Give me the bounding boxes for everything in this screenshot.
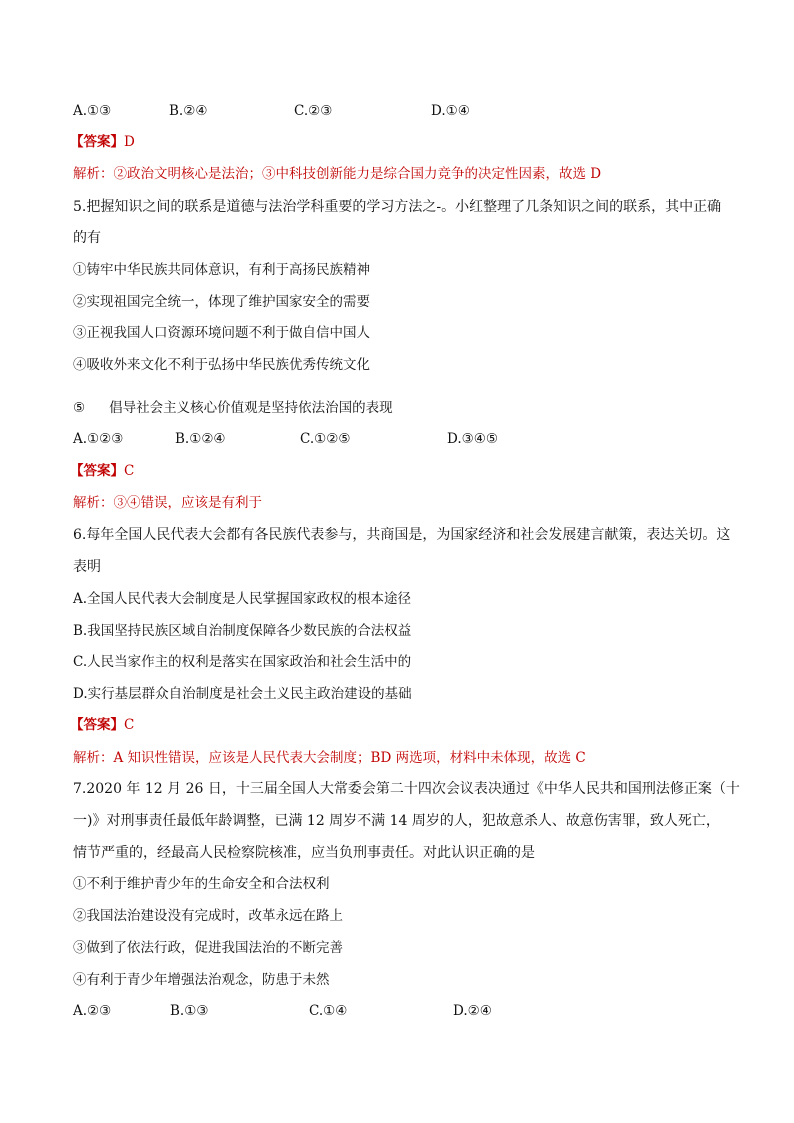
q5-option-a: A.①②③ xyxy=(73,431,124,447)
q7-stem-line1: 7.2020 年 12 月 26 日，十三届全国人大常委会第二十四次会议表决通过《中华人民共和国刑法修正案（十 xyxy=(73,781,740,797)
q5-item-3: ③正视我国人口资源环境问题不利于做自信中国人 xyxy=(73,325,370,341)
q4-option-c: C.②③ xyxy=(294,103,333,119)
q5-answer-value: C xyxy=(124,463,135,479)
q5-item-1: ①铸牢中华民族共同体意识，有利于高扬民族精神 xyxy=(73,262,370,278)
q7-option-d: D.②④ xyxy=(453,1003,492,1019)
q7-item-4: ④有利于青少年增强法治观念，防患于未然 xyxy=(73,972,330,988)
q5-item-5 xyxy=(73,398,393,418)
q6-option-d: D.实行基层群众自治制度是社会土义民主政治建设的基础 xyxy=(73,686,412,702)
q6-option-a: A.全国人民代表大会制度是人民掌握国家政权的根本途径 xyxy=(73,591,412,607)
q6-option-c: C.人民当家作主的权利是落实在国家政治和社会生活中的 xyxy=(73,654,412,670)
q5-stem-line1: 5.把握知识之间的联系是道德与法治学科重要的学习方法之-。小红整理了几条知识之间的联系，其中正确 xyxy=(73,199,722,215)
q6-answer-value: C xyxy=(124,717,135,733)
q7-option-a: A.②③ xyxy=(73,1003,112,1019)
q6-answer-label: 【答案】 xyxy=(70,717,124,733)
q7-item-1: ①不利于维护青少年的生命安全和合法权利 xyxy=(73,876,330,892)
q6-stem-line2: 表明 xyxy=(73,559,101,575)
q6-option-b: B.我国坚持民族区域自治制度保障各少数民族的合法权益 xyxy=(73,623,412,639)
q4-option-d: D.①④ xyxy=(431,103,470,119)
q5-option-b: B.①②④ xyxy=(175,431,226,447)
q5-item-4: ④吸收外来文化不利于弘扬中华民族优秀传统文化 xyxy=(73,357,370,373)
q7-option-c: C.①④ xyxy=(309,1003,348,1019)
q5-option-d: D.③④⑤ xyxy=(447,431,498,447)
q7-item-2: ②我国法治建设没有完成时，改革永远在路上 xyxy=(73,908,343,924)
q6-analysis: 解析：A 知识性错误，应该是人民代表大会制度；BD 两选项，材料中未体现，故选 C xyxy=(73,750,586,766)
q5-analysis: 解析：③④错误，应该是有利于 xyxy=(73,495,262,511)
q4-answer-value: D xyxy=(124,134,135,150)
q4-option-b: B.②④ xyxy=(169,103,208,119)
q6-answer xyxy=(70,715,134,735)
q7-stem-line2: 一)》对刑事责任最低年龄调整，已满 12 周岁不满 14 周岁的人，犯故意杀人、故意伤害罪，致人死亡， xyxy=(73,813,720,829)
q4-analysis: 解析：②政治文明核心是法治；③中科技创新能力是综合国力竞争的决定性因素，故选 D xyxy=(73,166,602,182)
q7-item-3: ③做到了依法行政，促进我国法治的不断完善 xyxy=(73,940,343,956)
q5-answer-label: 【答案】 xyxy=(70,463,124,479)
q5-item-5-text: 倡导社会主义核心价值观是坚持依法治国的表现 xyxy=(109,400,393,416)
q5-item-5-number: ⑤ xyxy=(73,400,86,416)
q7-option-b: B.①③ xyxy=(170,1003,209,1019)
q4-option-a: A.①③ xyxy=(73,103,112,119)
q5-item-2: ②实现祖国完全统一，体现了维护国家安全的需要 xyxy=(73,294,370,310)
q5-answer xyxy=(70,461,134,481)
q5-option-c: C.①②⑤ xyxy=(300,431,351,447)
q7-stem-line3: 情节严重的，经最高人民检察院核准，应当负刑事责任。对此认识正确的是 xyxy=(73,845,535,861)
q6-stem-line1: 6.每年全国人民代表大会都有各民族代表参与，共商国是，为国家经济和社会发展建言献策，表达关切。这 xyxy=(73,527,731,543)
q5-stem-line2: 的有 xyxy=(73,230,101,246)
q4-answer xyxy=(70,132,135,152)
q4-answer-label: 【答案】 xyxy=(70,134,124,150)
